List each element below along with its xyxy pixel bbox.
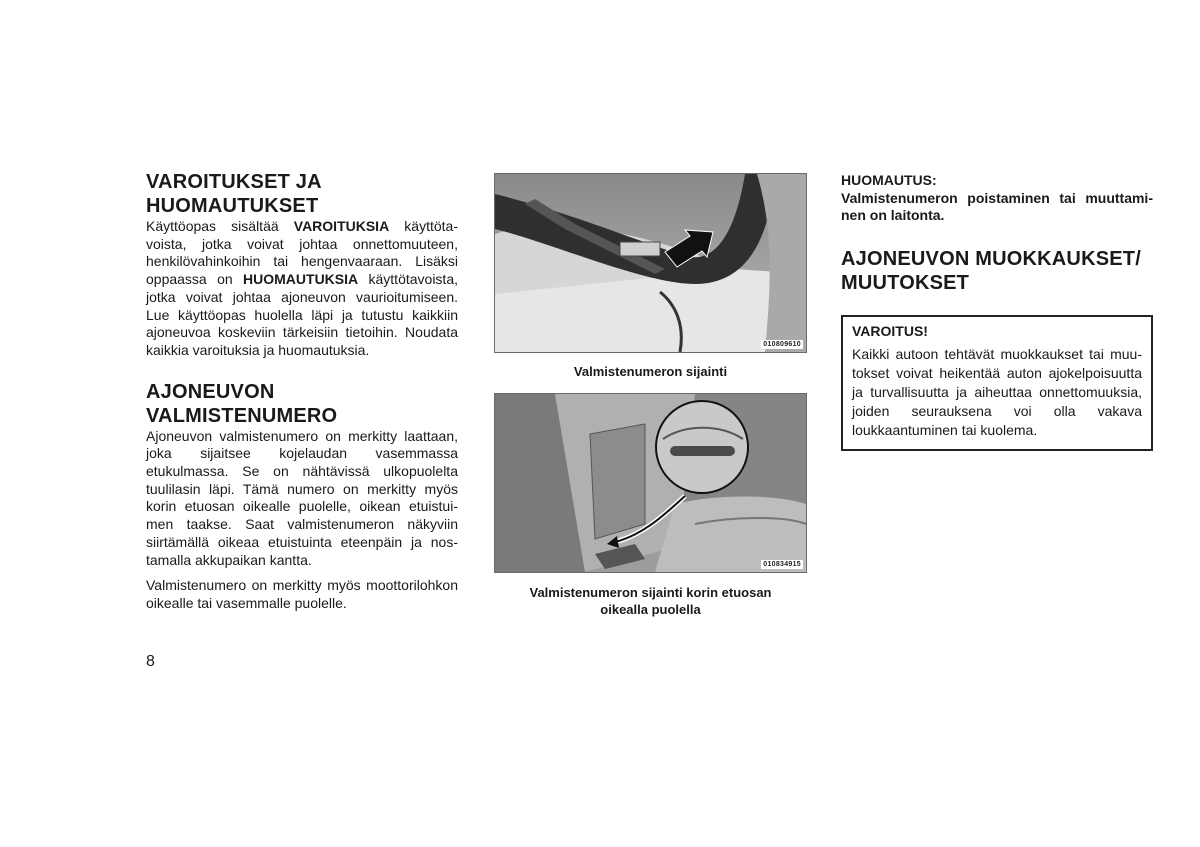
heading-warnings-line2: HUOMAUTUKSET: [146, 195, 319, 217]
heading-modifications-line1: AJONEUVON MUOKKAUKSET/: [841, 248, 1141, 271]
warnings-bold-1: VAROITUKSIA: [293, 218, 390, 234]
left-column: [146, 170, 458, 613]
warning-box: [841, 315, 1153, 451]
figure2-code: 010834915: [763, 561, 801, 568]
warnings-text-2: käyttötavoista, jotka voivat johtaa onnettomuuteen, henkilövahinkoihin tai hengenvaaraan. Lisäksi oppaassa on: [146, 218, 459, 288]
figure-seat-vin: [494, 393, 807, 573]
seat-vin-illustration: [495, 394, 806, 572]
figure2-caption-line2: oikealla puolella: [600, 602, 701, 617]
figure-windshield-vin: [494, 173, 807, 353]
right-column: [841, 172, 1153, 451]
figure1-caption: Valmistenumeron sijainti: [573, 364, 728, 379]
heading-modifications-line2: MUUTOKSET: [841, 272, 970, 295]
heading-modifications: [841, 247, 1153, 295]
figure2-caption-line1: Valmistenumeron sijainti korin etuosan: [529, 585, 772, 600]
note-title: HUOMAUTUS:: [841, 172, 937, 188]
warning-title: VAROITUS!: [852, 323, 928, 340]
heading-vin-line2: VALMISTENUMERO: [146, 404, 338, 427]
warning-body: Kaikki autoon tehtävät muokkaukset tai muutokset voivat heikentää auton ajokelpoisuutta ja turvallisuutta ja aiheuttaa onnettomuuksia, joiden seurauksena voi olla vakava loukkaantuminen tai kuolema.: [852, 346, 1142, 439]
warnings-text-1: Käyttöopas sisältää: [146, 218, 294, 234]
vin-engine-paragraph: Valmistenumero on merkitty myös moottorilohkon oikealle tai vasemmalle puolelle.: [146, 577, 458, 611]
warnings-text-3: käyttötavoista, jotka voivat johtaa ajoneuvon vaurioitumiseen. Lue käyttöopas huolella läpi ja tutustu kaikkiin ajoneuvoa koskeviin tärkeisiin tietoihin. Noudata kaikkia varoituksia ja huomautuksia.: [146, 271, 458, 358]
figure2-caption: [494, 584, 807, 618]
heading-warnings-line1: VAROITUKSET JA: [146, 171, 322, 193]
note-body: Valmistenumeron poistaminen tai muuttaminen on laitonta.: [841, 189, 1153, 224]
windshield-vin-illustration: [495, 174, 806, 352]
heading-warnings: [146, 170, 458, 218]
figure1-code: 010809610: [763, 341, 801, 348]
heading-vin-line1: AJONEUVON: [146, 380, 275, 403]
warnings-bold-2: HUOMAUTUKSIA: [243, 271, 359, 288]
vin-paragraph: Ajoneuvon valmistenumero on merkitty laattaan, joka sijaitsee kojelaudan vasemmassa etukulmassa. Se on nähtävissä ulkopuolelta tuulilasin läpi. Tämä numero on merkitty myös korin etuosan oikealle puolelle, oikean etuistuimen taakse. Saat valmistenumeron näkyviin siirtämällä oikeaa etuistuinta eteenpäin ja nostamalla akkupaikan kantta.: [146, 427, 458, 568]
middle-column: [494, 173, 807, 618]
warnings-paragraph: [146, 218, 458, 360]
page-number: 8: [146, 653, 155, 670]
heading-vin: [146, 380, 458, 428]
